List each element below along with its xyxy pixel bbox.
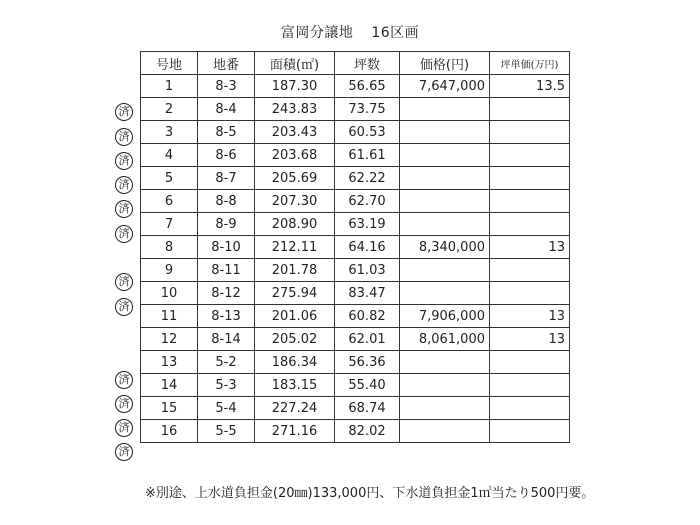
cell-tsubo: 60.82 — [335, 305, 400, 328]
sold-stamp: 済 — [115, 176, 133, 194]
cell-chiban: 5-4 — [198, 397, 255, 420]
cell-area: 183.15 — [255, 374, 335, 397]
stamp-slot — [114, 101, 136, 125]
cell-unit-price — [490, 167, 570, 190]
cell-unit-price — [490, 374, 570, 397]
table-row — [141, 167, 570, 190]
sold-stamp: 済 — [115, 225, 133, 243]
cell-unit-price — [490, 282, 570, 305]
cell-area: 205.02 — [255, 328, 335, 351]
table-header-row — [141, 52, 570, 75]
cell-tsubo: 61.03 — [335, 259, 400, 282]
stamp-slot — [114, 344, 136, 368]
stamp-slot — [114, 126, 136, 150]
cell-unit-price — [490, 98, 570, 121]
cell-price — [400, 259, 490, 282]
header-lot-number: 号地 — [141, 52, 198, 75]
cell-lot-number: 11 — [141, 305, 198, 328]
cell-lot-number: 7 — [141, 213, 198, 236]
cell-chiban: 5-5 — [198, 420, 255, 443]
cell-chiban: 8-8 — [198, 190, 255, 213]
cell-unit-price: 13.5 — [490, 75, 570, 98]
table-row — [141, 351, 570, 374]
cell-chiban: 8-13 — [198, 305, 255, 328]
cell-area: 187.30 — [255, 75, 335, 98]
stamp-slot — [114, 441, 136, 465]
cell-lot-number: 12 — [141, 328, 198, 351]
sold-stamp: 済 — [115, 298, 133, 316]
cell-chiban: 5-3 — [198, 374, 255, 397]
cell-tsubo: 64.16 — [335, 236, 400, 259]
cell-price — [400, 420, 490, 443]
table-row — [141, 98, 570, 121]
cell-area: 205.69 — [255, 167, 335, 190]
cell-unit-price — [490, 351, 570, 374]
cell-area: 243.83 — [255, 98, 335, 121]
cell-area: 227.24 — [255, 397, 335, 420]
header-chiban: 地番 — [198, 52, 255, 75]
cell-unit-price — [490, 190, 570, 213]
stamp-slot — [114, 174, 136, 198]
cell-unit-price — [490, 121, 570, 144]
table-row — [141, 397, 570, 420]
cell-lot-number: 2 — [141, 98, 198, 121]
table-row — [141, 236, 570, 259]
table-body — [141, 75, 570, 443]
table-row — [141, 420, 570, 443]
cell-price — [400, 144, 490, 167]
cell-area: 201.06 — [255, 305, 335, 328]
table-row — [141, 75, 570, 98]
sold-stamp: 済 — [115, 152, 133, 170]
cell-price — [400, 282, 490, 305]
cell-lot-number: 6 — [141, 190, 198, 213]
stamp-slot — [114, 296, 136, 320]
cell-unit-price: 13 — [490, 305, 570, 328]
cell-tsubo: 60.53 — [335, 121, 400, 144]
cell-unit-price — [490, 213, 570, 236]
cell-area: 212.11 — [255, 236, 335, 259]
cell-tsubo: 62.01 — [335, 328, 400, 351]
cell-lot-number: 16 — [141, 420, 198, 443]
sold-stamp: 済 — [115, 200, 133, 218]
sold-stamp: 済 — [115, 273, 133, 291]
title-count: 16区画 — [371, 25, 420, 41]
stamp-slot — [114, 150, 136, 174]
cell-area: 275.94 — [255, 282, 335, 305]
cell-tsubo: 73.75 — [335, 98, 400, 121]
cell-unit-price — [490, 259, 570, 282]
cell-lot-number: 8 — [141, 236, 198, 259]
cell-price: 8,340,000 — [400, 236, 490, 259]
cell-tsubo: 62.70 — [335, 190, 400, 213]
cell-area: 203.68 — [255, 144, 335, 167]
cell-price — [400, 397, 490, 420]
cell-lot-number: 5 — [141, 167, 198, 190]
cell-tsubo: 55.40 — [335, 374, 400, 397]
cell-chiban: 8-9 — [198, 213, 255, 236]
stamp-slot — [114, 417, 136, 441]
cell-price: 7,906,000 — [400, 305, 490, 328]
cell-chiban: 8-10 — [198, 236, 255, 259]
cell-price — [400, 167, 490, 190]
cell-chiban: 8-14 — [198, 328, 255, 351]
cell-lot-number: 3 — [141, 121, 198, 144]
cell-tsubo: 56.65 — [335, 75, 400, 98]
table-row — [141, 305, 570, 328]
stamp-slot — [114, 198, 136, 222]
cell-area: 203.43 — [255, 121, 335, 144]
title-name: 富岡分譲地 — [280, 25, 354, 41]
cell-price — [400, 213, 490, 236]
stamp-slot — [114, 393, 136, 417]
stamp-slot — [114, 320, 136, 344]
cell-area: 201.78 — [255, 259, 335, 282]
cell-price — [400, 374, 490, 397]
footnote: ※別途、上水道負担金(20㎜)133,000円、下水道負担金1㎡当たり500円要。 — [145, 486, 595, 501]
page-title — [0, 22, 700, 42]
table-row — [141, 259, 570, 282]
cell-tsubo: 62.22 — [335, 167, 400, 190]
table-row — [141, 190, 570, 213]
cell-tsubo: 63.19 — [335, 213, 400, 236]
cell-unit-price — [490, 144, 570, 167]
cell-unit-price — [490, 420, 570, 443]
cell-lot-number: 10 — [141, 282, 198, 305]
cell-area: 186.34 — [255, 351, 335, 374]
sold-stamp-column — [114, 77, 136, 466]
stamp-slot — [114, 247, 136, 271]
stamp-slot — [114, 223, 136, 247]
cell-chiban: 8-7 — [198, 167, 255, 190]
sold-stamp: 済 — [115, 128, 133, 146]
cell-lot-number: 4 — [141, 144, 198, 167]
cell-tsubo: 61.61 — [335, 144, 400, 167]
sold-stamp: 済 — [115, 395, 133, 413]
lot-table — [140, 51, 570, 443]
cell-lot-number: 9 — [141, 259, 198, 282]
cell-chiban: 5-2 — [198, 351, 255, 374]
cell-price: 8,061,000 — [400, 328, 490, 351]
sold-stamp: 済 — [115, 371, 133, 389]
cell-chiban: 8-12 — [198, 282, 255, 305]
cell-lot-number: 15 — [141, 397, 198, 420]
table-row — [141, 144, 570, 167]
cell-lot-number: 1 — [141, 75, 198, 98]
cell-unit-price — [490, 397, 570, 420]
cell-area: 207.30 — [255, 190, 335, 213]
sold-stamp: 済 — [115, 419, 133, 437]
cell-price — [400, 121, 490, 144]
header-unit-price: 坪単価(万円) — [490, 52, 570, 75]
stamp-slot — [114, 271, 136, 295]
sold-stamp: 済 — [115, 103, 133, 121]
cell-price: 7,647,000 — [400, 75, 490, 98]
cell-chiban: 8-5 — [198, 121, 255, 144]
cell-chiban: 8-3 — [198, 75, 255, 98]
header-tsubo: 坪数 — [335, 52, 400, 75]
cell-unit-price: 13 — [490, 236, 570, 259]
cell-tsubo: 82.02 — [335, 420, 400, 443]
header-price: 価格(円) — [400, 52, 490, 75]
table-row — [141, 374, 570, 397]
stamp-slot — [114, 77, 136, 101]
table-row — [141, 328, 570, 351]
cell-area: 271.16 — [255, 420, 335, 443]
header-area: 面積(㎡) — [255, 52, 335, 75]
cell-unit-price: 13 — [490, 328, 570, 351]
cell-tsubo: 68.74 — [335, 397, 400, 420]
sold-stamp: 済 — [115, 443, 133, 461]
table-row — [141, 121, 570, 144]
cell-chiban: 8-4 — [198, 98, 255, 121]
cell-chiban: 8-11 — [198, 259, 255, 282]
cell-lot-number: 13 — [141, 351, 198, 374]
cell-chiban: 8-6 — [198, 144, 255, 167]
table-row — [141, 213, 570, 236]
cell-price — [400, 98, 490, 121]
cell-price — [400, 190, 490, 213]
stamp-slot — [114, 369, 136, 393]
cell-tsubo: 56.36 — [335, 351, 400, 374]
cell-lot-number: 14 — [141, 374, 198, 397]
table-row — [141, 282, 570, 305]
cell-area: 208.90 — [255, 213, 335, 236]
cell-price — [400, 351, 490, 374]
cell-tsubo: 83.47 — [335, 282, 400, 305]
